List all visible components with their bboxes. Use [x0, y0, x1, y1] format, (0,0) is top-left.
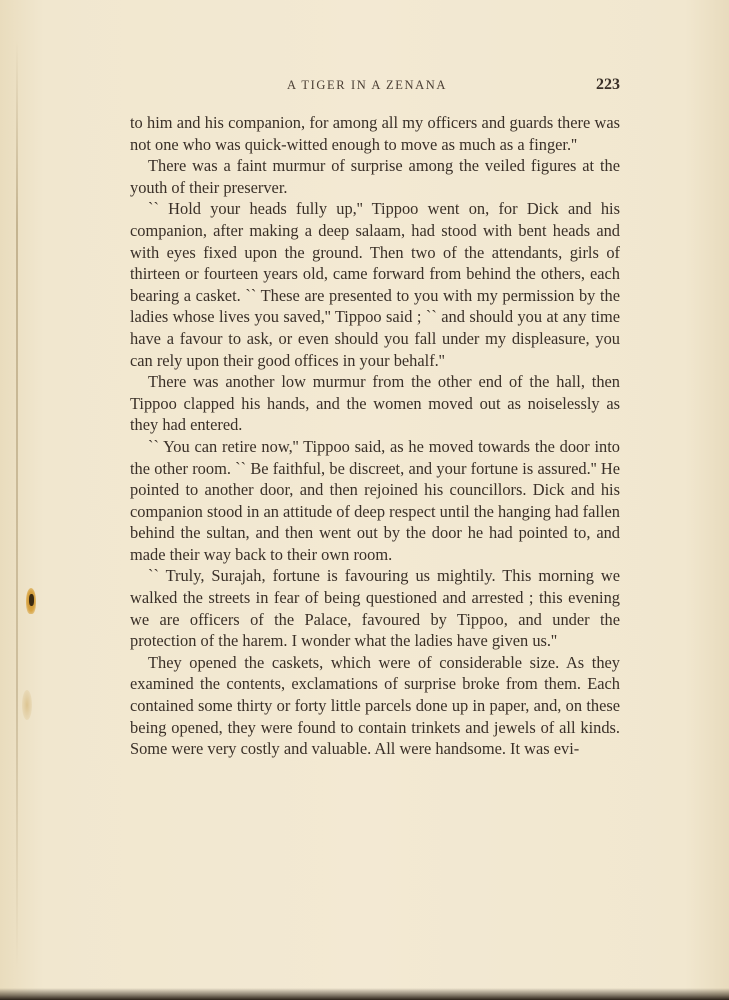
page-number: 223	[596, 76, 620, 93]
margin-ink-dot	[29, 594, 34, 606]
paragraph: `` Truly, Surajah, fortune is favouring us mightily. This morning we walked the streets in fear of being questioned and arrested ; this evening we are officers of the Palace, favoured by Tippoo, and under the protection of the harem. I wonder what the ladies have given us.''	[130, 566, 620, 651]
running-head: A TIGER IN A ZENANA	[287, 78, 448, 92]
paragraph: `` Hold your heads fully up,'' Tippoo went on, for Dick and his companion, after making a deep salaam, had stood with bent heads and with eyes fixed upon the ground. Then two of the attendants, girls of thirteen or fourteen years old, came forward from behind the others, each bearing a casket. `` These are presented to you with my permission by the ladies whose lives you saved,'' Tippoo said ; `` and should you at any time have a favour to ask, or even should you fall under my displeasure, you can rely upon their good offices in your behalf.''	[130, 199, 620, 370]
paragraph: There was another low murmur from the other end of the hall, then Tippoo clapped his hands, and the women moved out as noiselessly as they had entered.	[130, 372, 620, 435]
body-text	[130, 112, 620, 760]
paragraph: `` You can retire now,'' Tippoo said, as he moved towards the door into the other room. `` Be faithful, be discreet, and your fortune is assured.'' He pointed to another door, and then rejoined his councillors. Dick and his companion stood in an attitude of deep respect until the hanging had fallen behind the sultan, and then went out by the door he had pointed to, and made their way back to their own room.	[130, 436, 620, 564]
page-header	[130, 76, 620, 96]
bottom-edge-shadow	[0, 988, 729, 1000]
paragraph: There was a faint murmur of surprise among the veiled figures at the youth of their preserver.	[130, 156, 620, 197]
margin-smudge	[22, 690, 32, 720]
paragraph: to him and his companion, for among all my officers and guards there was not one who was quick-witted enough to move as much as a finger.''	[130, 113, 620, 154]
page-gutter-edge	[16, 40, 18, 970]
paragraph: They opened the caskets, which were of considerable size. As they examined the contents, exclamations of surprise broke from them. Each contained some thirty or forty little parcels done up in paper, and, on these being opened, they were found to contain trinkets and jewels of all kinds. Some were very costly and valuable. All were handsome. It was evi-	[130, 652, 620, 759]
